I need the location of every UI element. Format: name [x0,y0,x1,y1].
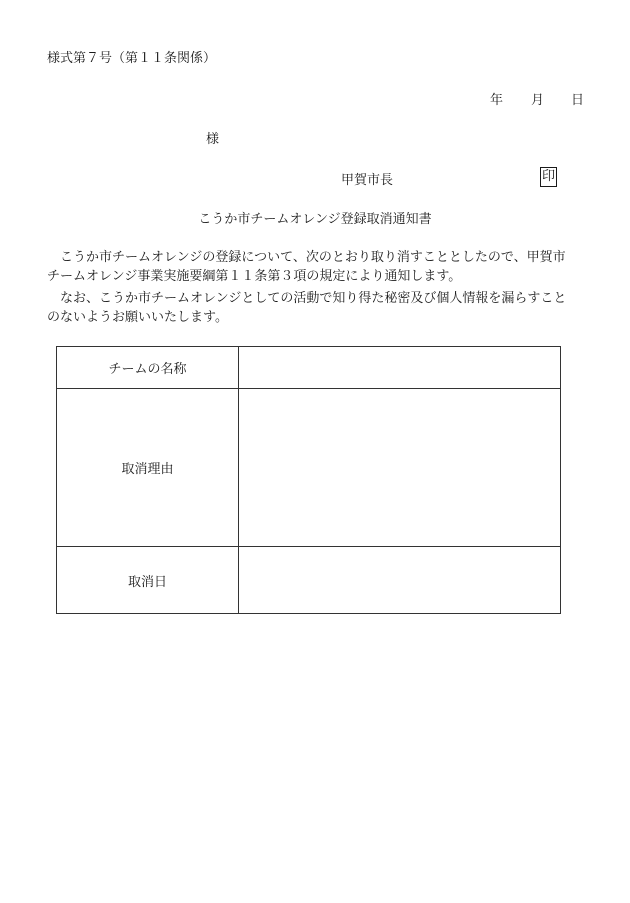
body-paragraph-2-line-1: なお、こうか市チームオレンジとしての活動で知り得た秘密及び個人情報を漏らすこと [47,291,567,306]
document-title: こうか市チームオレンジ登録取消通知書 [198,212,432,227]
table-row-cancellation-date [57,547,561,614]
date-day-label: 日 [571,93,585,108]
cancellation-date-field[interactable] [239,547,561,614]
cancellation-info-table [56,346,561,614]
body-paragraph-1-line-1: こうか市チームオレンジの登録について、次のとおり取り消すこととしたので、甲賀市 [47,250,566,265]
team-name-field[interactable] [239,347,561,389]
cancellation-reason-label: 取消理由 [57,389,239,547]
body-paragraph-1-line-2: チームオレンジ事業実施要綱第１１条第３項の規定により通知します。 [47,269,462,284]
date-month-label: 月 [531,93,545,108]
team-name-label: チームの名称 [57,347,239,389]
date-year-label: 年 [490,93,504,108]
table-row-cancellation-reason [57,389,561,547]
cancellation-reason-field[interactable] [239,389,561,547]
form-number: 様式第７号（第１１条関係） [47,51,217,66]
body-paragraph-2-line-2: のないようお願いいたします。 [47,310,228,325]
recipient-honorific: 様 [206,132,220,147]
table-row-team-name [57,347,561,389]
body-paragraph-1 [47,248,583,286]
cancellation-date-label: 取消日 [57,547,239,614]
issuer-name: 甲賀市長 [341,173,394,188]
seal-stamp: 印 [540,167,557,187]
body-paragraph-2 [47,289,583,327]
